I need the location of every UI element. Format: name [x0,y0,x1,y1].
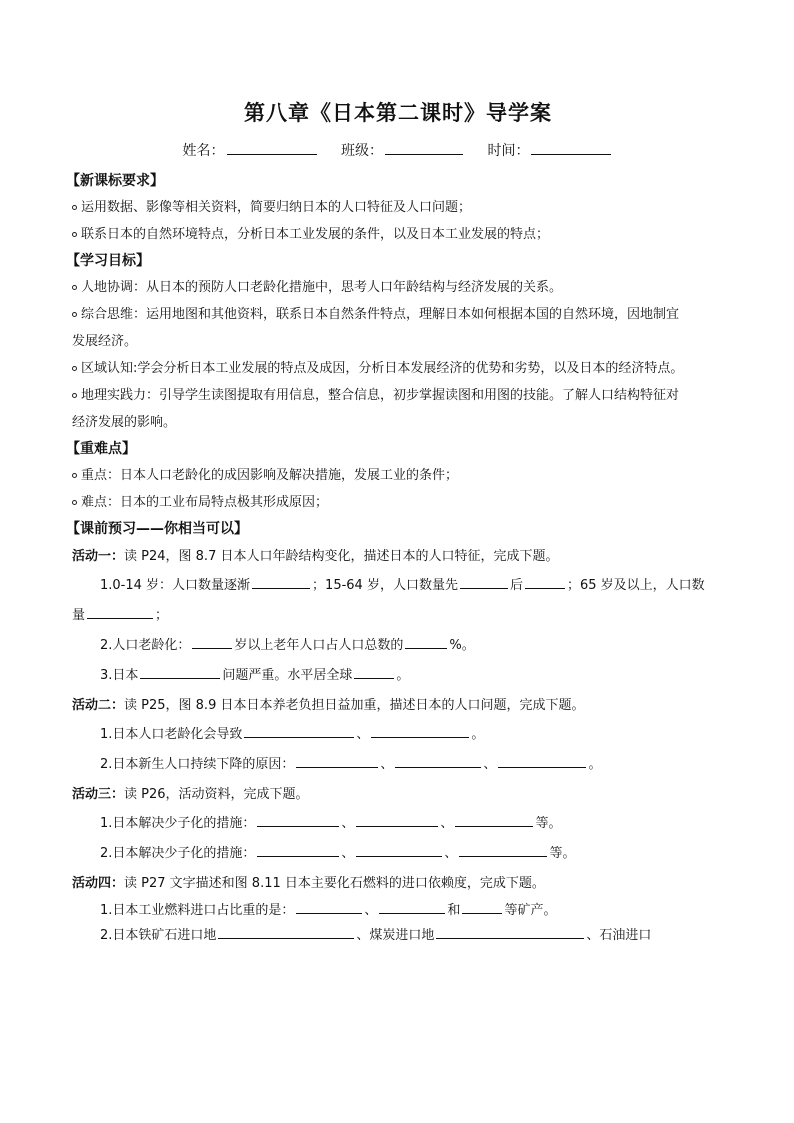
answer-blank[interactable] [87,604,153,619]
answer-blank[interactable] [257,842,339,857]
page-title: 第八章《日本第二课时》导学案 [244,101,552,125]
answer-blank[interactable] [525,574,565,589]
answer-blank[interactable] [459,842,547,857]
goal-item-continued: 经济发展的影响。 [72,415,177,430]
answer-blank[interactable] [252,574,310,589]
answer-blank[interactable] [296,753,378,768]
time-blank[interactable] [531,140,611,155]
activity-four-label: 活动四： [72,876,125,891]
activity-four-question-2: 2.日本铁矿石进口地 、煤炭进口地 、石油进口 [72,923,724,948]
answer-blank[interactable] [244,723,354,738]
activity-four [72,869,724,898]
answer-blank[interactable] [356,842,442,857]
activity-four-question-1: 1.日本工业燃料进口占比重的是： 、 和 等矿产。 [72,898,724,923]
answer-blank[interactable] [371,723,469,738]
answer-blank[interactable] [356,812,438,827]
answer-blank[interactable] [405,634,447,649]
answer-blank[interactable] [218,924,354,939]
activity-two-question-2: 2.日本新生人口持续下降的原因： 、 、 。 [72,750,724,780]
goal-item: 人地协调：从日本的预防人口老龄化措施中，思考人口年龄结构与经济发展的关系。 [72,274,724,301]
keypoint-item: 重点：日本人口老龄化的成因影响及解决措施，发展工业的条件； [72,462,724,489]
answer-blank[interactable] [436,924,584,939]
requirement-item: 运用数据、影像等相关资料，简要归纳日本的人口特征及人口问题； [72,194,724,221]
goal-item: 区域认知:学会分析日本工业发展的特点及成因，分析日本发展经济的优势和劣势，以及日本的经济特点。 [72,355,724,382]
section-heading-keypoints: 【重难点】 [66,441,136,457]
activity-two [72,691,724,720]
activity-one-question-2: 2.人口老龄化： 岁以上老年人口占人口总数的 %。 [72,631,724,661]
name-label: 姓名： [182,143,225,159]
activity-one-question-1: 1.0-14 岁：人口数量逐渐 ；15-64 岁，人口数量先 后 ；65 岁及以上，人口数 量 ； [72,571,724,631]
goal-item: 地理实践力：引导学生读图提取有用信息，整合信息，初步掌握读图和用图的技能。了解人口结构特征对 [72,382,724,409]
activity-two-text: 读 P25，图 8.9 日本日本养老负担日益加重，描述日本的人口问题，完成下题。 [124,698,585,713]
time-label: 时间： [487,143,530,159]
answer-blank[interactable] [140,664,220,679]
answer-blank[interactable] [460,574,508,589]
class-label: 班级： [341,143,383,159]
activity-three-label: 活动三： [72,787,125,802]
worksheet-page [66,98,724,948]
answer-blank[interactable] [462,899,502,914]
answer-blank[interactable] [395,753,481,768]
section-heading-requirements: 【新课标要求】 [66,173,164,189]
activity-one [72,542,724,571]
answer-blank[interactable] [498,753,586,768]
goal-item-continued: 发展经济。 [72,334,138,349]
activity-two-question-1: 1.日本人口老龄化会导致 、 。 [72,720,724,750]
student-info-row [72,140,724,162]
answer-blank[interactable] [379,899,445,914]
activity-one-label: 活动一： [72,549,125,564]
answer-blank[interactable] [354,664,394,679]
activity-four-text: 读 P27 文字描述和图 8.11 日本主要化石燃料的进口依赖度，完成下题。 [124,876,545,891]
activity-three-text: 读 P26，活动资料，完成下题。 [124,787,309,802]
activity-one-question-3: 3.日本 问题严重。水平居全球 。 [72,661,724,691]
activity-three-question-1: 1.日本解决少子化的措施： 、 、 等。 [72,809,724,839]
name-blank[interactable] [227,140,317,155]
answer-blank[interactable] [257,812,339,827]
requirement-item: 联系日本的自然环境特点，分析日本工业发展的条件，以及日本工业发展的特点； [72,221,724,248]
activity-one-text: 读 P24，图 8.7 日本人口年龄结构变化，描述日本的人口特征，完成下题。 [124,549,559,564]
answer-blank[interactable] [296,899,362,914]
answer-blank[interactable] [455,812,533,827]
activity-three [72,780,724,809]
section-heading-goals: 【学习目标】 [66,253,150,269]
activity-three-question-2: 2.日本解决少子化的措施： 、 、 等。 [72,839,724,869]
keypoint-item: 难点：日本的工业布局特点极其形成原因； [72,489,724,516]
section-heading-preview: 【课前预习——你相当可以】 [66,521,248,537]
activity-two-label: 活动二： [72,698,125,713]
answer-blank[interactable] [192,634,232,649]
class-blank[interactable] [385,140,463,155]
goal-item: 综合思维：运用地图和其他资料，联系日本自然条件特点，理解日本如何根据本国的自然环境，因地制宜 [72,301,724,328]
